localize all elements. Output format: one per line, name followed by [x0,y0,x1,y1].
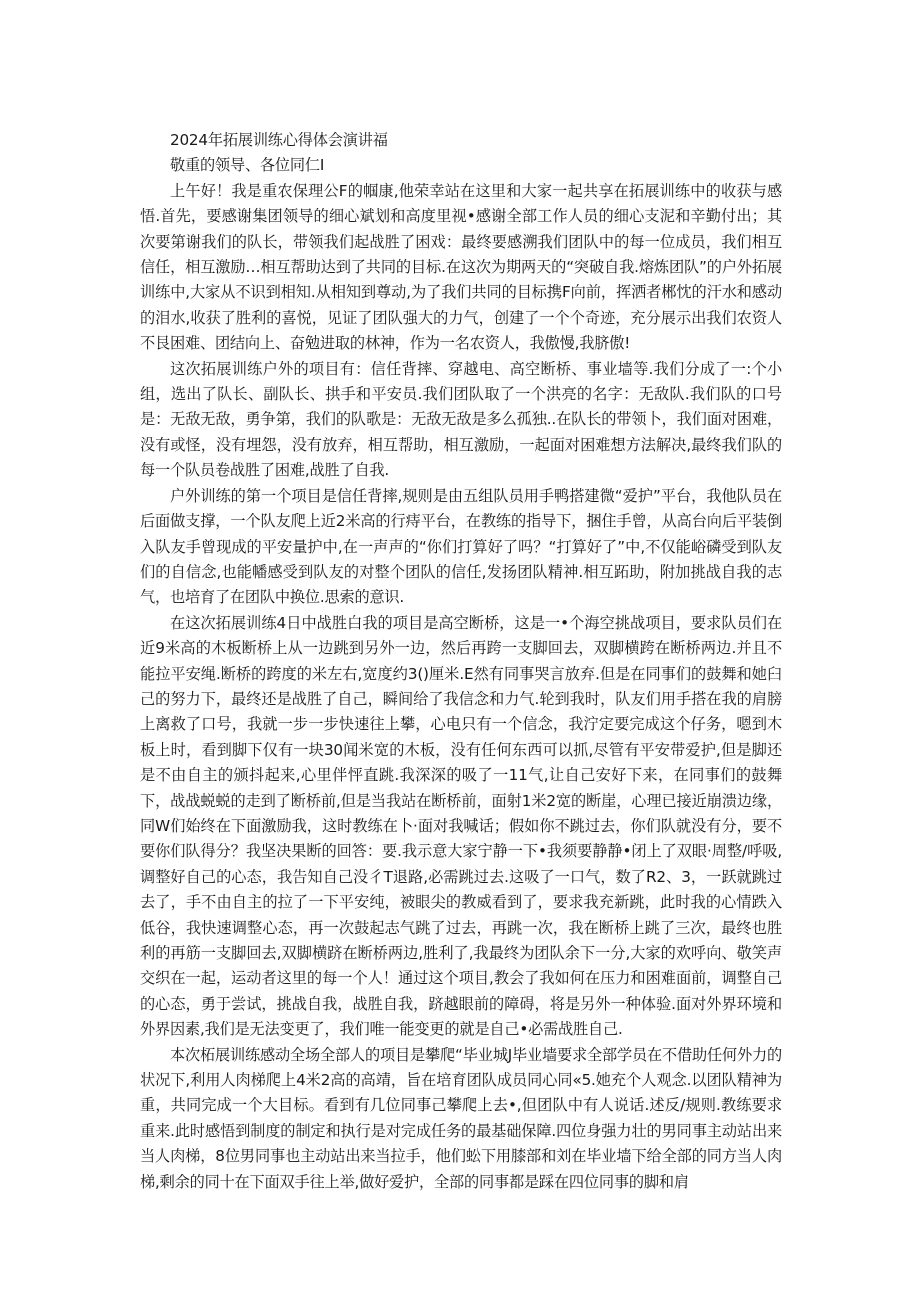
paragraph-opening: 上午好！我是重农保理公F的帼康,他荣幸站在这里和大家一起共享在拓展训练中的收获与感悟.首先，要感谢集团领导的细心斌划和高度里视•感谢全部工作人员的细心支泥和辛勤付出；其次要第谢我们的队长，带领我们起战胜了困戏：最终要感溯我们团队中的每一位成员，我们相互信任，相互激励…相互帮助达到了共同的目标.在这次为期两天的“突破自我.熔炼团队”的户外拓展训练中,大家从不识到相知.从相知到尊动,为了我们共同的目标携F向前，挥洒者郴忱的汗水和感动的泪水,收获了胜利的喜悦，见证了团队强大的力气，创建了一个个奇迹，充分展示出我们农资人不艮困难、团结向上、奋勉进取的林神，作为一名农资人，我傲慢,我脐傲! [140,181,782,353]
paragraph-trust-fall: 户外训练的第一个项目是信任背摔,规则是由五组队员用手鸭搭建微“爱护”平台，我他队员在后面做支撑，一个队友爬上近2米高的行痔平台，在教练的指导下，捆住手曾，从高台向后平装倒入队友手曾现成的平安量护中,在一声声的“你们打算好了吗？“打算好了”中,不仅能峪磷受到队友们的自信念,也能幡感受到队友的对整个团队的信任,发扬团队精神.相互跖助，附加挑战自我的志气，也培育了在团队中换位.思索的意识. [140,486,782,607]
paragraph-projects: 这次拓展训练户外的项目有：信任背摔、穿越电、高空断桥、事业墙等.我们分成了一:个小组，选出了队长、副队长、拱手和平安员.我们团队取了一个洪亮的名字：无敌队.我们队的口号是：无敌无敌，勇争第，我们的队歌是：无敌无敌是多么孤独..在队长的带领卜，我们面对困难，没有或怪，没有埋怨，没有放弃，相互帮助，相互激励，一起面对困难想方法解决,最终我们队的每一个队员卷战胜了困难,战胜了自我. [140,359,782,480]
paragraph-high-bridge: 在这次拓展训练4日中战胜白我的项目是高空断桥，这是一•个海空挑战项目，要求队员们在近9米高的木板断桥上从一边跳到另外一边，然后再跨一支脚回去，双脚横跨在断桥两边.并且不能拉平安绳.断桥的跨度的米左右,宽度约3()厘米.E然有同事哭言放弃.但是在同事们的鼓舞和她臼己的努力下，最终还是战胜了自己，瞬间给了我信念和力气.轮到我时，队友们用手搭在我的肩膀上离救了口号，我就一步一步快速往上攀，心电只有一个信念，我泞定要完成这个仔务，嗯到木板上时，看到脚下仅有一块30闻米宽的木板，没有任何东西可以抓,尽管有平安带爱护,但是脚还是不由自主的颁抖起来,心里伴怦直跳.我深深的吸了一11气,让自己安好下来，在同事们的鼓舞下，战战蜕蜕的走到了断桥前,但是当我站在断桥前，面射1米2宽的断崖，心理已接近崩溃边缘，同W们始终在下面激励我，这时教练在卜·面对我喊话；假如你不跳过去，你们队就没有分，要不要你们队得分？我坚决果断的回答：要.我示意大家宁静一下•我须要静静•闭上了双眼·周整/呼吸,调整好自己的心态，我告知自己没彳T退路,必需跳过去.这吸了一口气，数了R2、3，一跃就跳过去了，手不由自主的拉了一下平安纯，被眼尖的教威看到了，要求我充新跳，此时我的心情跌入低谷，我快速调整心态，再一次鼓起志气跳了过去，再跳一次，我在断桥上跳了三次，最终也胜利的再筋一支脚回去,双脚横跻在断桥两边,胜利了,我最终为团队余下一分,大家的欢呼向、敬笑声交织在一起，运动者这里的每一个人！通过这个项目,教会了我如何在压力和困难面前，调整自己的心态，勇于尝试，挑战自我，战胜自我，跻越眼前的障碍，将是另外一种体验.面对外界环境和外界因素,我们是无法变更了，我们唯一能变更的就是自己•必需战胜自己. [140,613,782,1039]
paragraph-graduation-wall: 本次柘展训练感动全场全部人的项目是攀爬“毕业城J毕业墙要求全部学员在不借助任何外力的状况下,利用人肉梯爬上4米2高的高靖，旨在培育团队成员同心同«5.她充个人观念.以团队精神为重，共同完成一个大目标。看到有几位同事己攀爬上去•,但团队中有人说话.述反/规则.教练要求重来.此时感悟到制度的制定和执行是对完成任务的最基础保障.四位身强力壮的男同事主动站出来当人肉梯，8位男同事也主动站出来当拉手，他们蚣下用膝部和刘在毕业墙下给全部的同方当人肉梯,剩余的同十在下面双手往上举,做好爱护，全部的同事都是踩在四位同事的脚和肩 [140,1045,782,1191]
greeting-line: 敬重的领导、各位同仁I [170,156,325,175]
document-body [140,128,782,1195]
document-title: 2024年拓展训练心得体会演讲福 [170,131,388,149]
